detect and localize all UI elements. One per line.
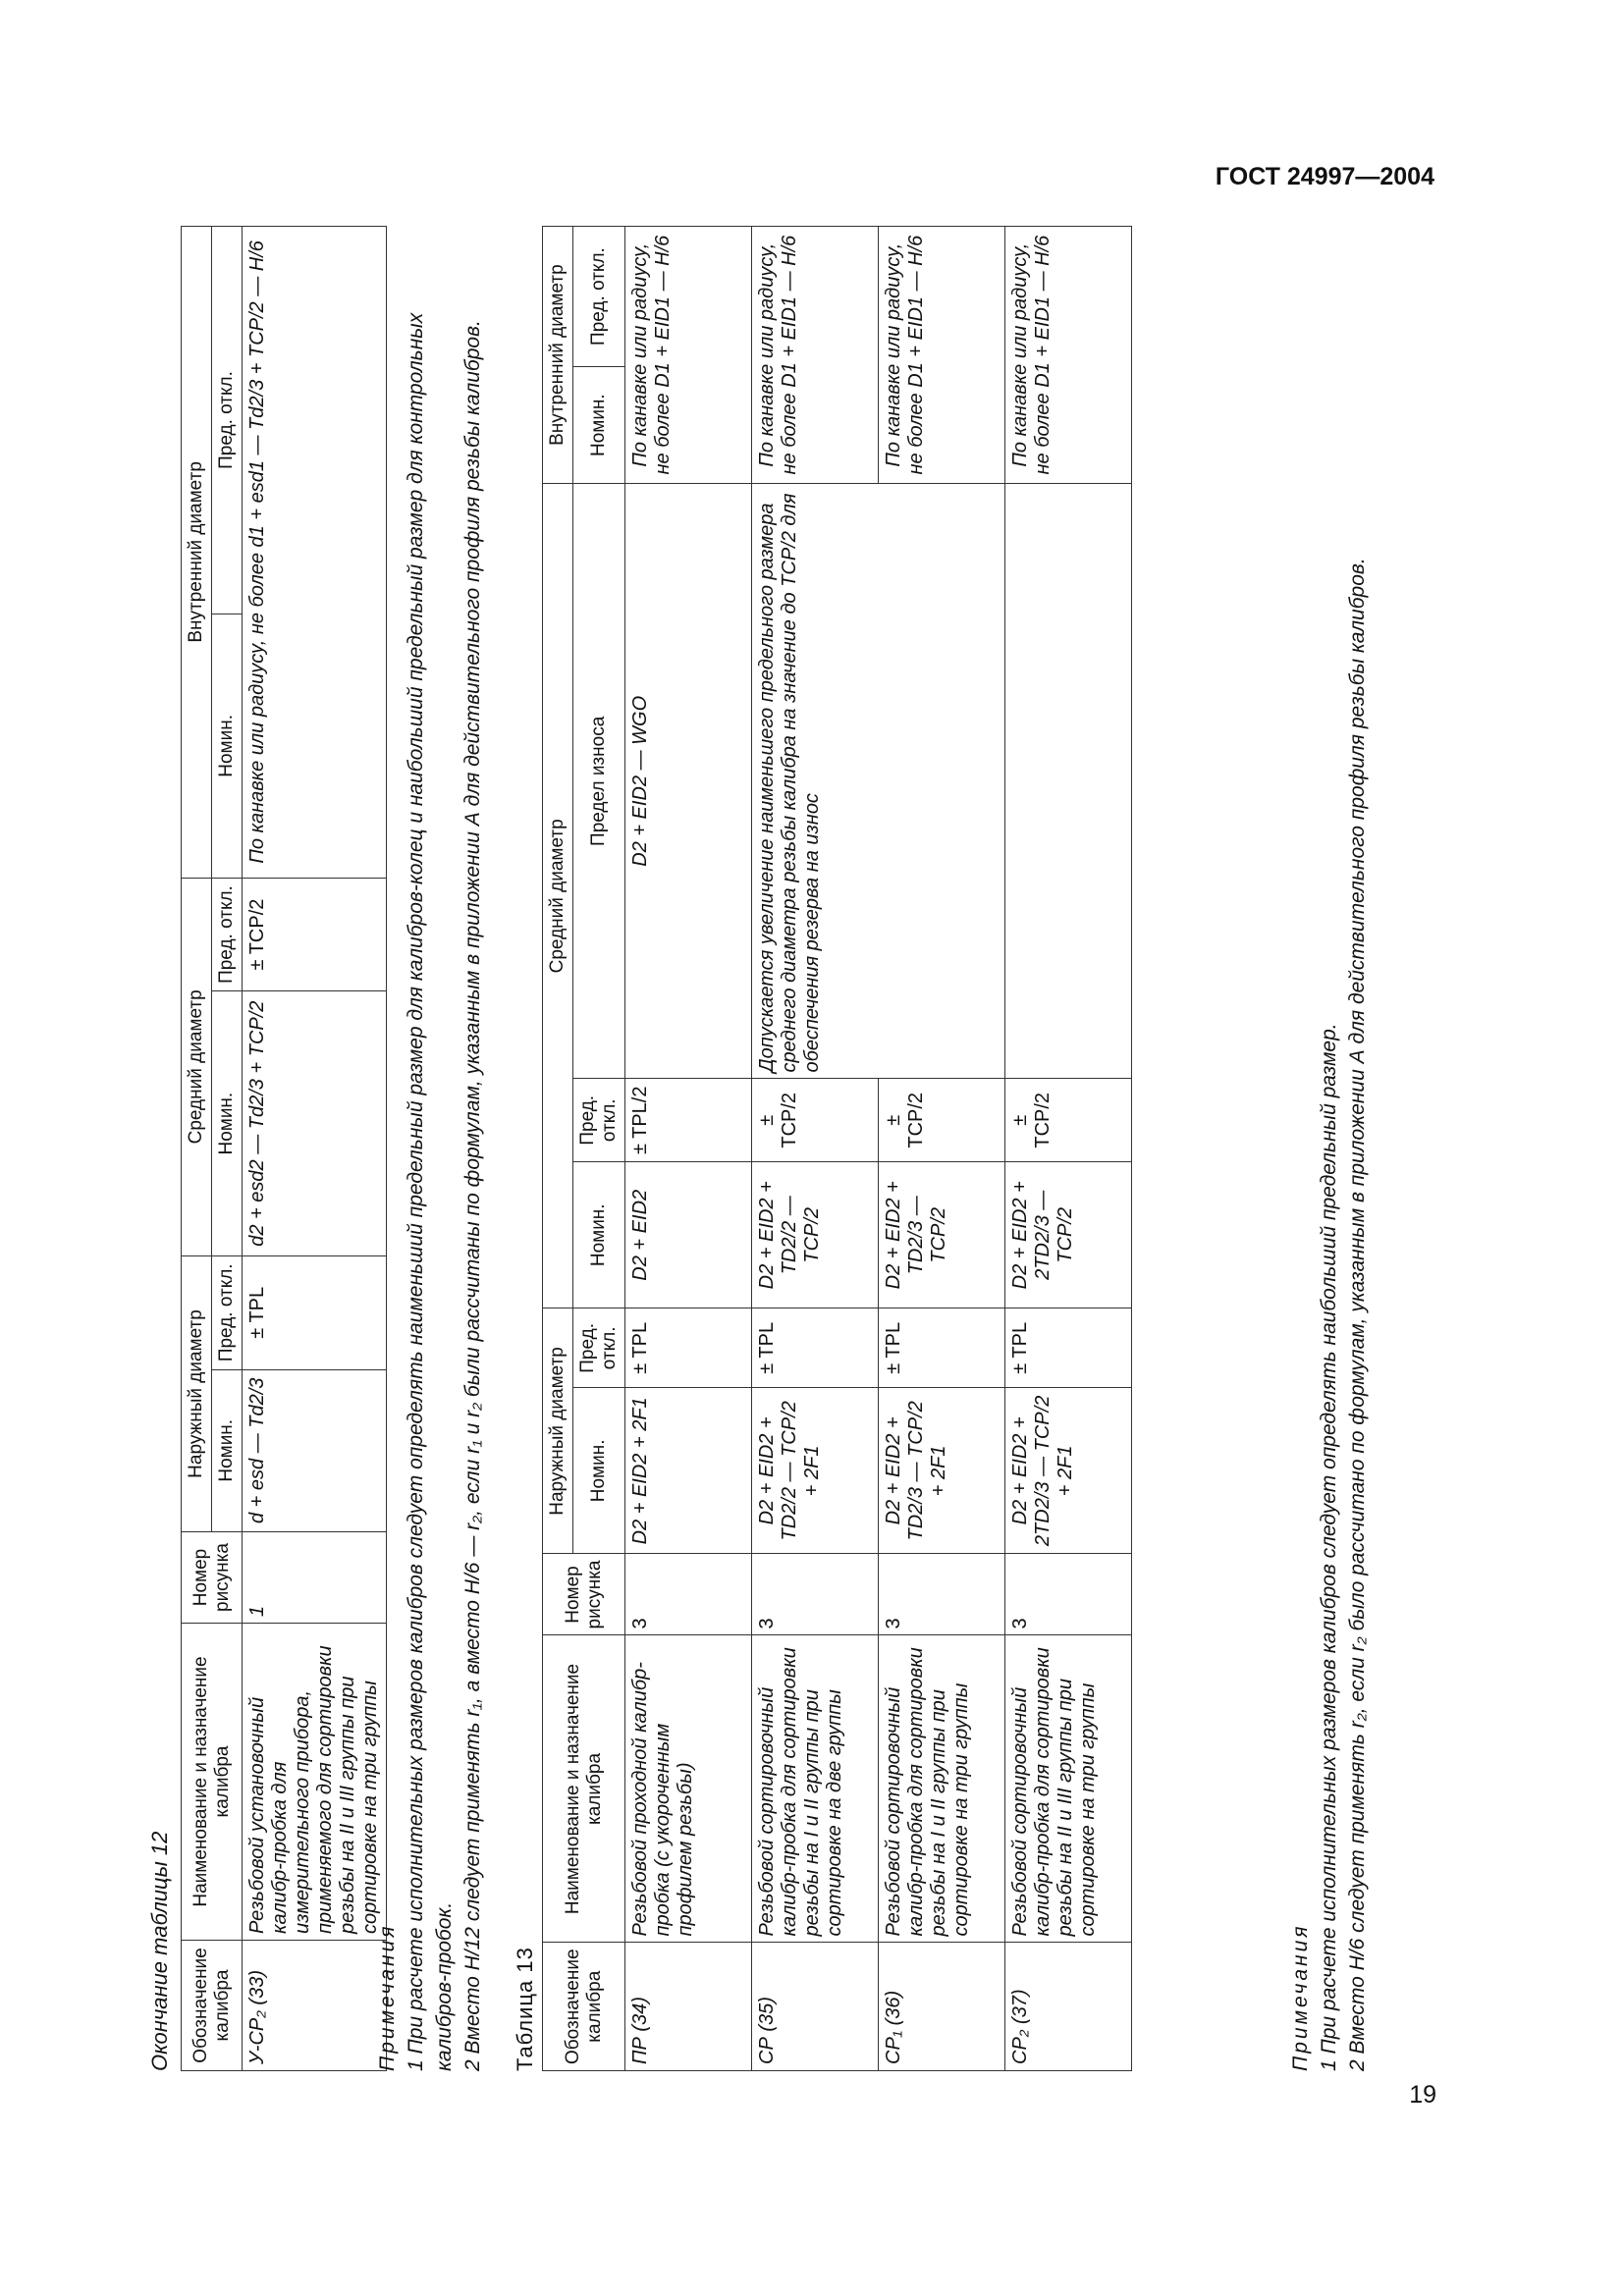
t13-r2-middle-nom: D2 + EID2 + TD2/3 — TCP/2 — [879, 1162, 1005, 1308]
table13-caption: Таблица 13 — [513, 1947, 537, 2071]
t13-h-inner-dev: Пред. откл. — [573, 227, 625, 367]
t12-h-figure: Номер рисунка — [182, 1532, 243, 1624]
t13-r3-figure: 3 — [1005, 1554, 1132, 1635]
table13 — [542, 226, 1132, 2071]
t12-outer-dev: ± TPL — [243, 1256, 387, 1370]
table12-note2: 2 Вместо H/12 следует применять r₁, а вместо H/6 — r₂, если r₁ и r₂ были рассчитаны по формулам, указанным в приложении А для действительного профиля резьбы калибров. — [461, 320, 484, 2071]
t13-r2-figure: 3 — [879, 1554, 1005, 1635]
t13-r2-middle-dev: ± TCP/2 — [879, 1079, 1005, 1162]
t12-middle-nom: d2 + esd2 — Td2/3 + TCP/2 — [243, 991, 387, 1256]
t12-designation: У-СР₂ (33) — [243, 1941, 387, 2071]
t12-h-outer-dev: Пред. откл. — [212, 1256, 243, 1370]
t13-r1-outer-dev: ± TPL — [752, 1308, 879, 1388]
t13-h-middle-dev: Пред. откл. — [573, 1079, 625, 1162]
t13-r1-inner-nom: По канавке или радиусу, не более D1 + EID1 — H/6 — [752, 227, 879, 484]
t13-r0-figure: 3 — [625, 1554, 752, 1635]
t13-r0-wear: D2 + EID2 — WGO — [625, 484, 752, 1079]
t13-r2-outer-nom: D2 + EID2 + TD2/3 — TCP/2 + 2F1 — [879, 1388, 1005, 1554]
table12 — [181, 226, 387, 2071]
t13-h-figure: Номер рисунка — [543, 1554, 625, 1635]
table-row — [752, 227, 879, 2071]
t13-h-outer-dev: Пред. откл. — [573, 1308, 625, 1388]
table13-notes — [1286, 226, 1372, 2071]
t13-r3-outer-nom: D2 + EID2 + 2TD2/3 — TCP/2 + 2F1 — [1005, 1388, 1132, 1554]
t13-h-inner-nom: Номин. — [573, 367, 625, 484]
t13-r2-inner-nom: По канавке или радиусу, не более D1 + EID1 — H/6 — [879, 227, 1005, 484]
table12-note1: 1 При расчете исполнительных размеров калибров следует определять наименьший предельный размер для калибров-колец и наибольший предельный размер для контрольных калибров-пробок. — [405, 312, 456, 2071]
table-row — [1005, 227, 1132, 2071]
t13-h-inner: Внутренний диаметр — [543, 227, 573, 484]
table12-notes-title: Примечания — [376, 1923, 399, 2071]
rotated-page-content — [147, 226, 1443, 2071]
t12-h-middle-dev: Пред. откл. — [212, 878, 243, 991]
t13-h-outer-nom: Номин. — [573, 1388, 625, 1554]
t13-r1-figure: 3 — [752, 1554, 879, 1635]
t13-r2-name: Резьбовой сортировочный калибр-пробка для сортировки резьбы на I и II группы при сортировке на три группы — [879, 1635, 1005, 1943]
t12-h-inner-dev: Пред. откл. — [212, 227, 243, 614]
t12-h-outer-nom: Номин. — [212, 1369, 243, 1531]
t13-r3-outer-dev: ± TPL — [1005, 1308, 1132, 1388]
t13-r3-name: Резьбовой сортировочный калибр-пробка для сортировки резьбы на II и III группы при сортировке на три группы — [1005, 1635, 1132, 1943]
t13-r0-name: Резьбовой проходной калибр-пробка (с укороченным профилем резьбы) — [625, 1635, 752, 1943]
t13-r1-outer-nom: D2 + EID2 + TD2/2 — TCP/2 + 2F1 — [752, 1388, 879, 1554]
table13-note2: 2 Вместо H/6 следует применять r₂, если r₂ было рассчитано по формулам, указанным в приложении А для действительного профиля резьбы калибров. — [1346, 558, 1369, 2071]
t13-h-middle: Средний диаметр — [543, 484, 573, 1308]
t12-h-name: Наименование и назначение калибра — [182, 1624, 243, 1941]
t12-h-inner-nom: Номин. — [212, 614, 243, 879]
table13-note1: 1 При расчете исполнительных размеров калибров следует определять наибольший предельный размер. — [1318, 1023, 1340, 2071]
t13-r3-inner-nom: По канавке или радиусу, не более D1 + EID1 — H/6 — [1005, 227, 1132, 484]
t13-r0-middle-nom: D2 + EID2 — [625, 1162, 752, 1308]
t13-r0-designation: ПР (34) — [625, 1943, 752, 2071]
t13-r1-wear: Допускается увеличение наименьшего предельного размера среднего диаметра резьбы калибра на значение до TCP/2 для обеспечения резерва на износ — [752, 484, 1005, 1079]
t12-name: Резьбовой установочный калибр-пробка для измерительного прибора, применяемого для сортировки резьбы на II и III группы при сортировке на три группы — [243, 1624, 387, 1941]
t13-r0-middle-dev: ± TPL/2 — [625, 1079, 752, 1162]
page-number: 19 — [1409, 2081, 1436, 2109]
t12-outer-nom: d + esd — Td2/3 — [243, 1369, 387, 1531]
t13-r3-wear-empty — [1005, 484, 1132, 1079]
t13-h-outer: Наружный диаметр — [543, 1308, 573, 1554]
t12-h-middle-nom: Номин. — [212, 991, 243, 1256]
table-row — [625, 227, 752, 2071]
table12-caption: Окончание таблицы 12 — [147, 1831, 172, 2071]
table13-notes-title: Примечания — [1289, 1923, 1312, 2071]
t13-r3-designation: СР₂ (37) — [1005, 1943, 1132, 2071]
table12-notes — [373, 226, 487, 2071]
t13-r1-middle-dev: ± TCP/2 — [752, 1079, 879, 1162]
t13-r0-outer-dev: ± TPL — [625, 1308, 752, 1388]
t13-h-middle-nom: Номин. — [573, 1162, 625, 1308]
standard-header: ГОСТ 24997—2004 — [1215, 163, 1434, 190]
t12-h-middle: Средний диаметр — [182, 878, 212, 1255]
t13-r3-middle-nom: D2 + EID2 + 2TD2/3 — TCP/2 — [1005, 1162, 1132, 1308]
t13-h-wear: Предел износа — [573, 484, 625, 1079]
t12-h-inner: Внутренний диаметр — [182, 227, 212, 879]
t13-r2-outer-dev: ± TPL — [879, 1308, 1005, 1388]
t13-r1-name: Резьбовой сортировочный калибр-пробка для сортировки резьбы на I и II группы при сортировке на две группы — [752, 1635, 879, 1943]
t12-h-outer: Наружный диаметр — [182, 1256, 212, 1532]
t13-r3-middle-dev: ± TCP/2 — [1005, 1079, 1132, 1162]
t13-r1-middle-nom: D2 + EID2 + TD2/2 — TCP/2 — [752, 1162, 879, 1308]
t13-h-designation: Обозначение калибра — [543, 1943, 625, 2071]
t12-figure: 1 — [243, 1532, 387, 1624]
t13-r0-inner-nom: По канавке или радиусу, не более D1 + EID1 — H/6 — [625, 227, 752, 484]
t12-inner-nom: По канавке или радиусу, не более d1 + esd1 — Td2/3 + TCP/2 — H/6 — [243, 227, 387, 879]
t12-middle-dev: ± TCP/2 — [243, 878, 387, 991]
t13-h-name: Наименование и назначение калибра — [543, 1635, 625, 1943]
t13-r0-outer-nom: D2 + EID2 + 2F1 — [625, 1388, 752, 1554]
t13-r2-designation: СР₁ (36) — [879, 1943, 1005, 2071]
t12-h-designation: Обозначение калибра — [182, 1941, 243, 2071]
t13-r1-designation: СР (35) — [752, 1943, 879, 2071]
